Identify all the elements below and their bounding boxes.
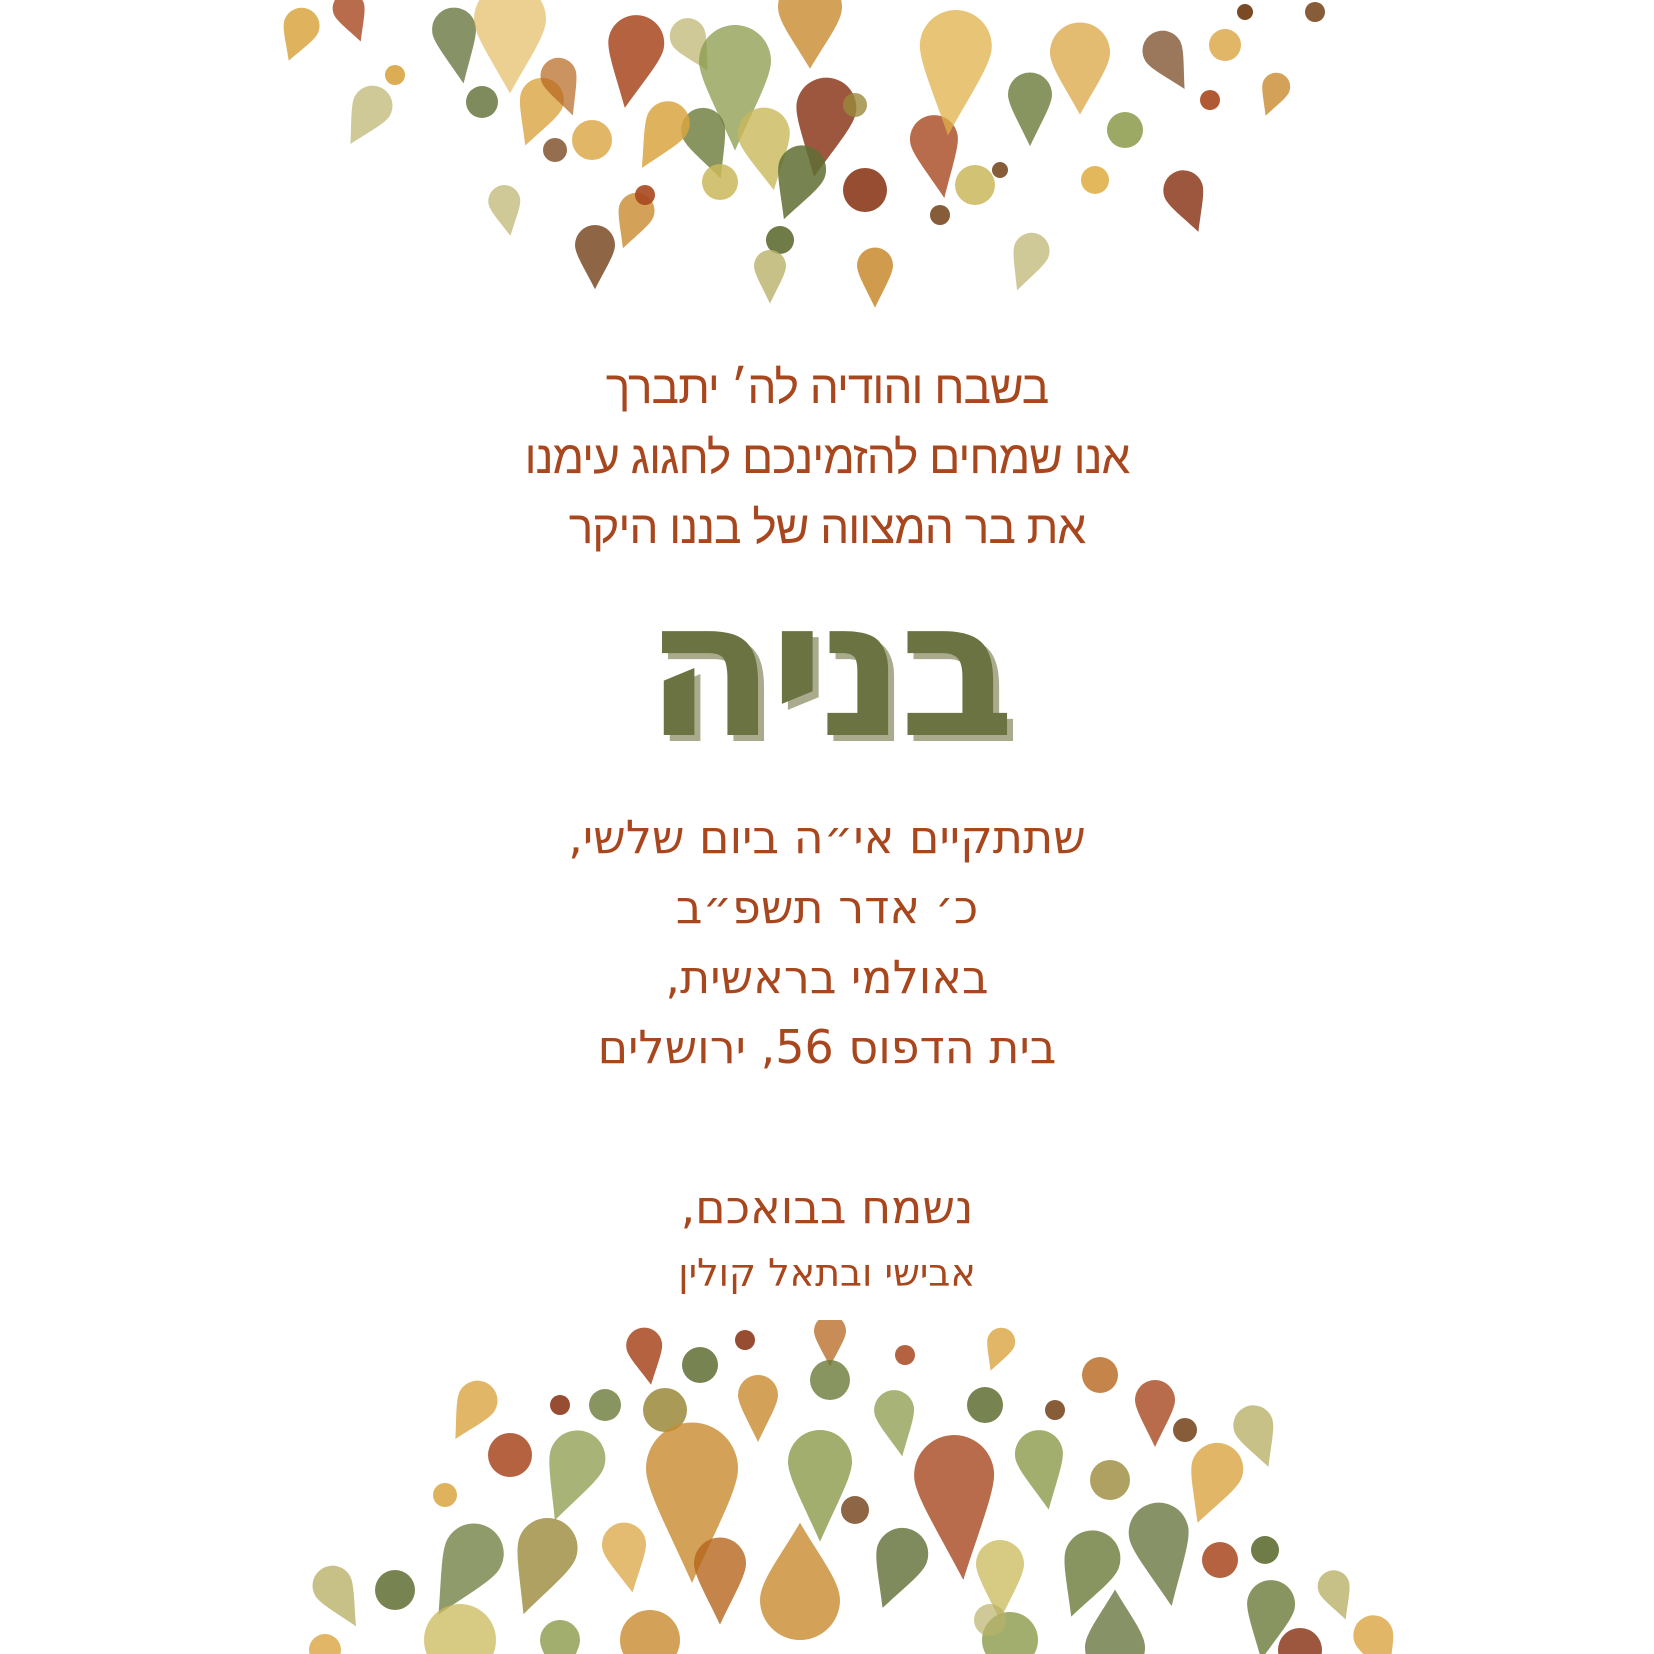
watercolor-drops-top (0, 0, 1654, 320)
top-drop-3 (333, 78, 400, 154)
top-drop-33 (486, 183, 526, 239)
bottom-drop-6 (977, 1324, 1019, 1376)
bottom-drop-18 (529, 1423, 614, 1530)
bottom-drop-52 (974, 1604, 1006, 1636)
bottom-drop-16 (1082, 1357, 1118, 1393)
signers: אבישי ובתאל קולין (678, 1251, 976, 1295)
bottom-drop-22 (1011, 1426, 1072, 1514)
bottom-drop-38 (599, 1519, 655, 1596)
top-drop-1 (328, 0, 376, 47)
bottom-drop-26 (1173, 1436, 1250, 1532)
top-drop-29 (1200, 90, 1220, 110)
intro-line-2: אנו שמחים להזמינכם לחגוג עימנו (524, 431, 1130, 483)
bottom-drop-9 (488, 1433, 532, 1477)
top-drop-7 (597, 11, 668, 113)
bottom-drop-7 (550, 1395, 570, 1415)
event-date: כ׳ אדר תשפ״ב (675, 880, 979, 934)
top-drop-27 (1135, 23, 1202, 99)
top-drop-2 (385, 65, 405, 85)
top-drop-25 (1081, 166, 1109, 194)
intro-line-1: בשבח והודיה לה׳ יתברך (605, 361, 1049, 413)
top-drop-16 (843, 93, 867, 117)
bottom-drop-8 (438, 1373, 505, 1449)
top-drop-34 (466, 86, 498, 118)
event-address: בית הדפוס 56, ירושלים (597, 1020, 1057, 1074)
top-drop-17 (843, 168, 887, 212)
bottom-drop-41 (433, 1483, 457, 1507)
top-drop-0 (272, 3, 325, 67)
top-drop-39 (766, 226, 794, 254)
bottom-drop-27 (1202, 1542, 1238, 1578)
bottom-drop-34 (858, 1521, 935, 1617)
top-drop-37 (635, 185, 655, 205)
top-drop-46 (1237, 4, 1253, 20)
top-drop-11 (572, 120, 612, 160)
bottom-drop-46 (540, 1620, 580, 1654)
bottom-drop-43 (305, 1558, 373, 1636)
bottom-drop-12 (738, 1375, 778, 1442)
top-drop-26 (1107, 112, 1143, 148)
watercolor-drops-bottom (0, 1320, 1654, 1654)
bottom-drop-49 (1085, 1590, 1145, 1654)
top-drop-28 (1158, 165, 1218, 239)
top-drop-44 (930, 205, 950, 225)
bottom-drop-45 (424, 1604, 496, 1654)
bottom-drop-14 (967, 1387, 1003, 1423)
top-drop-41 (754, 250, 786, 304)
event-details (0, 802, 1654, 1082)
bottom-drop-30 (1313, 1566, 1361, 1625)
top-drop-45 (543, 138, 567, 162)
top-drop-40 (575, 225, 615, 289)
top-drop-24 (1050, 23, 1110, 115)
top-drop-23 (1008, 73, 1052, 147)
bottom-drop-3 (814, 1320, 846, 1366)
bottom-drop-37 (694, 1538, 746, 1625)
bottom-drop-20 (788, 1430, 852, 1542)
closing-greeting: נשמח בבואכם, (680, 1180, 974, 1234)
top-drop-43 (1000, 228, 1054, 297)
intro-text (0, 352, 1654, 562)
child-name: בניה (644, 559, 1010, 780)
top-drop-38 (702, 164, 738, 200)
top-drop-15 (778, 0, 842, 69)
bottom-drop-24 (1173, 1418, 1197, 1442)
bottom-drop-5 (895, 1345, 915, 1365)
bottom-drop-31 (1124, 1498, 1201, 1612)
bottom-drop-28 (1251, 1536, 1279, 1564)
bottom-drop-13 (871, 1387, 922, 1460)
bottom-drop-47 (620, 1610, 680, 1654)
top-drop-22 (992, 162, 1008, 178)
bottom-drop-2 (735, 1330, 755, 1350)
bottom-drop-0 (623, 1325, 668, 1388)
top-drop-21 (955, 165, 995, 205)
intro-line-3: את בר המצווה של בננו היקר (568, 501, 1086, 553)
bottom-drop-4 (810, 1360, 850, 1400)
bottom-drop-50 (1278, 1628, 1322, 1654)
bottom-drop-10 (589, 1389, 621, 1421)
bottom-drop-17 (1135, 1380, 1175, 1447)
bottom-drop-44 (309, 1634, 341, 1654)
top-drop-31 (1252, 69, 1294, 121)
event-venue: באולמי בראשית, (665, 950, 989, 1004)
bottom-drop-15 (1045, 1400, 1065, 1420)
child-name-block (0, 559, 1654, 780)
bottom-drop-39 (495, 1510, 586, 1625)
bottom-drop-51 (1348, 1610, 1408, 1654)
bottom-drop-1 (682, 1347, 718, 1383)
top-drop-32 (1305, 2, 1325, 22)
bottom-drop-42 (375, 1570, 415, 1610)
event-day: שתתקיים אי״ה ביום שלשי, (568, 810, 1086, 864)
bottom-drop-35 (841, 1496, 869, 1524)
closing-block (0, 1172, 1654, 1304)
bottom-drop-36 (760, 1523, 840, 1640)
top-drop-42 (857, 248, 893, 308)
bottom-drop-23 (1090, 1460, 1130, 1500)
top-drop-30 (1209, 29, 1241, 61)
